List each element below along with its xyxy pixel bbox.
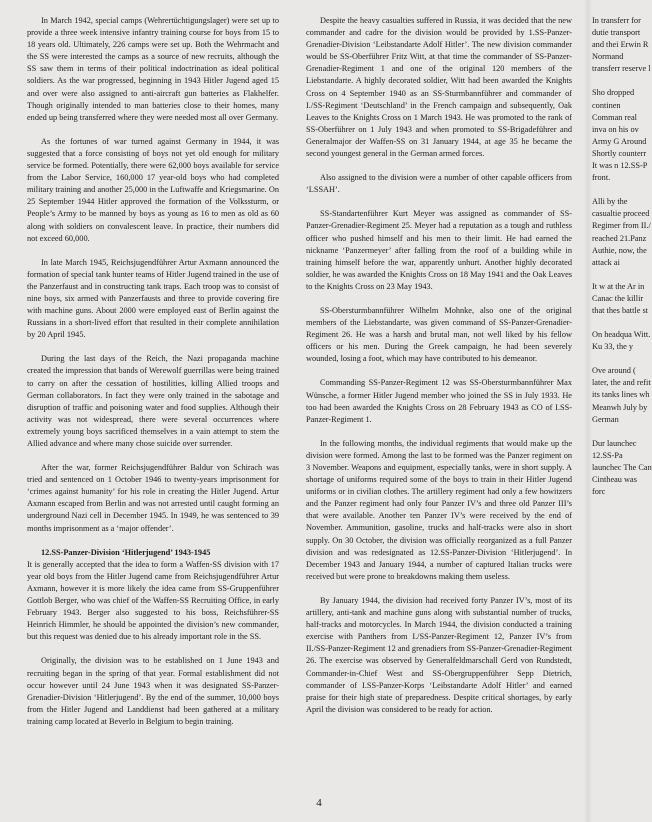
paragraph: Commanding SS-Panzer-Regiment 12 was SS-Obersturmbannführer Max Wünsche, a former Hitler Jugend member who joined the SS in July 1933. He too had been awarded the Knights Cross on 28 February 1943 as CO of I.SS-Panzer-Regiment 1.: [306, 378, 572, 424]
paragraph: It w at the Ar in Canac the killir that thes battle st: [592, 281, 648, 315]
paragraph: By January 1944, the division had received forty Panzer IV’s, most of its artillery, anti-tank and machine guns along with substantial number of trucks, half-tracks and motorcycles. In March 1944, the division conducted a training exercise with Panthers from I./SS-Panzer-Regiment 12, Panzer IV’s from II./SS-Panzer-Regiment 12 and grenadiers from SS-Panzer-Grenadier-Regiment 26. The exercise was observed by Generalfeldmarschall Gerd von Rundstedt, Commander-in-Chief West and SS-Obergruppenführer Sepp Dietrich, commander of I.SS-Panzer-Korps ‘Leibstandarte Adolf Hitler’ and earned praise for their high state of preparedness. Despite critical shortages, by early April the division was considered to be ready for action.: [306, 595, 572, 714]
paragraph: In late March 1945, Reichsjugendführer Artur Axmann announced the formation of special tank hunter teams of Hitler Jugend trained in the use of the Panzerfaust and in constructing tank traps. Each troop was to consist of nine boys, six armed with Panzerfausts and three to provide covering fire with machine guns. About 2000 were employed east of Berlin against the Russians in a short-lived effort that resulted in their complete annihilation by 20 April 1945.: [27, 257, 279, 340]
paragraph: SS-Standartenführer Kurt Meyer was assigned as commander of SS-Panzer-Grenadier-Regiment 25. Meyer had a reputation as a tough and ruthless officer who pushed himself and his men to their limit. He had earned the nickname ‘Panzermeyer’ after falling from the roof of a building while in training himself before the war, apparently unhurt. Another highly decorated soldier, he was awarded the Knights Cross on 18 May 1941 and the Oak Leaves to the Knights Cross on 23 May 1943.: [306, 209, 572, 291]
paragraph: Also assigned to the division were a number of other capable officers from ‘LSSAH’.: [306, 173, 572, 195]
section-heading: 12.SS-Panzer-Division ‘Hitlerjugend’ 1943-1945: [41, 547, 211, 557]
paragraph: Ove around ( later, the and refit its tanks lines wh Meanwh July by German: [592, 366, 651, 424]
left-column: [27, 15, 279, 740]
page-number: 4: [316, 797, 322, 809]
paragraph: Alli by the casualtie proceed Regimer from II./ reached 21.Panz Authie, now, the attack ai: [592, 197, 651, 267]
paragraph: In transferr for dutie transport and thei Erwin R Normand transferr reserve l: [592, 16, 651, 74]
paragraph: As the fortunes of war turned against Germany in 1944, it was suggested that a force consisting of boys not yet old enough for military service be formed. Potentially, there were 62,000 boys available for service from the Labor Service, 160,000 17 year-old boys who had completed military training and another 25,000 in the Luftwaffe and Kriegsmarine. On 25 September 1944 Hitler approved the formation of the Volkssturm, or People’s Army to be manned by boys as young as 16 to men as old as 60 along with soldiers on convalescent leave. In practice, their numbers did not exceed 60,000.: [27, 136, 279, 243]
paragraph: Originally, the division was to be established on 1 June 1943 and recruiting began in the spring of that year. Formal establishment did not occur however until 24 June 1943 when it was designated SS-Panzer-Grenadier-Division ‘Hitlerjugend’. By the end of the summer, 10,000 boys from the Hitler Jugend and Landdienst had been gathered at a military training camp located at Beverlo in Belgium to begin training.: [27, 656, 279, 726]
paragraph: It is generally accepted that the idea to form a Waffen-SS division with 17 year old boys from the Hitler Jugend came from Reichsjugendführer Artur Axmann, however it is more likely the idea came from SS-Gruppenführer Gottlob Berger, who was chief of the Waffen-SS Recruiting Office, in early February 1943. Berger also suggested to his boss, Reichsführer-SS Heinrich Himmler, he should be appointed the division’s new commander, but this request was denied due to his already important role in the SS.: [27, 559, 279, 642]
right-column-cropped: [592, 15, 652, 510]
paragraph: In March 1942, special camps (Wehrertüchtigungslager) were set up to provide a three week intensive infantry training course for boys from 15 to 18 years old. Ultimately, 226 camps were set up. Both the Wehrmacht and the SS were interested the camps as a source of new recruits, although the SS saw them in terms of their political indoctrination as ideal political soldiers. As the war progressed, beginning in 1943 Hitler Jugend aged 15 and over were also assigned to anti-aircraft gun batteries as Flakhelfer. Though originally intended to man batteries close to their homes, many ended up being transferred where they were needed most all over Germany.: [27, 16, 279, 122]
paragraph: During the last days of the Reich, the Nazi propaganda machine created the impression that bands of Werewolf guerrillas were being trained to carry on after the cessation of hostilities, killing Allied troops and German collaborators. In fact they were only trained in the sabotage and disruption of traffic and poisoning water and food supplies. Although their activity was not widespread, there were several occurrences where extremely young boys sacrificed themselves in a vain attempt to stem the Allied advance and where many chose suicide over surrender.: [27, 354, 279, 448]
paragraph: In the following months, the individual regiments that would make up the division were formed. Among the last to be formed was the Panzer regiment on 3 November. Weapons and equipment, especially tanks, were in short supply. A shortage of uniforms required some of the boys to train in their Hitler Jugend uniforms or in civilian clothes. The artillery regiment had only a few howitzers and the Panzer regiment had only four Panzer IV’s and three old Panzer III’s that were available. Another ten Panzer IV’s were received by the end of November. Ammunition, gasoline, trucks and half-tracks were also in short supply. On 30 October, the division was officially reorganized as a full Panzer division and was redesignated as 12.SS-Panzer-Division ‘Hitlerjugend’. In December 1943 and January 1944, a number of captured Italian trucks were received but were prone to breakdowns making them useless.: [306, 438, 572, 581]
middle-column: [306, 15, 572, 728]
paragraph: SS-Obersturmbannführer Wilhelm Mohnke, also one of the original members of the Liebstandarte, was given command of SS-Panzer-Grenadier-Regiment 26. He was a harsh and brutal man, not well liked by his fellow officers or his men. During the Greek campaign, he had been severely wounded, losing a foot, which may have contributed to his demeanor.: [306, 305, 572, 364]
paragraph: Dur launchec 12.SS-Pa launchec The Can Cintheau was forc: [592, 438, 652, 497]
paragraph: Despite the heavy casualties suffered in Russia, it was decided that the new commander and cadre for the division would be provided by 1.SS-Panzer-Grenadier-Division ‘Leibstandarte Adolf Hitler’. The new division commander would be SS-Oberführer Fritz Witt, at that time the commander of SS-Panzer-Grenadier-Regiment 1 and one of the original 120 members of the Liebstandarte. A highly decorated soldier, Witt had been awarded the Knights Cross on 4 September 1940 as an SS-Sturmbannführer and commander of I./SS-Regiment ‘Deutschland’ in the French campaign and subsequently, Oak Leaves to the Knights Cross on 1 March 1943. He was promoted to the rank of SS-Oberführer on 1 July 1943 and when promoted to SS-Brigadeführer and Generalmajor der Waffen-SS on 31 January 1944, at age 35 he became the second youngest general in the German armed forces.: [306, 16, 572, 159]
paragraph: Sho dropped continen Comman real inva on his ov Army G Around Shortly counterr It was n 12.SS-P front.: [592, 88, 648, 183]
paragraph: After the war, former Reichsjugendführer Baldur von Schirach was tried and sentenced on 1 October 1946 to twenty-years imprisonment for ‘crimes against humanity’ for his role in creating the Hitler Jugend. Artur Axmann escaped from Berlin and was not arrested until caught forming an underground Nazi cell in December 1945. In 1949, he was sentenced to 39 months imprisonment as a ‘major offender’.: [27, 463, 279, 533]
paragraph: On headqua Witt. Ku 33, the y: [592, 330, 651, 352]
page-edge-shadow: [584, 0, 592, 822]
